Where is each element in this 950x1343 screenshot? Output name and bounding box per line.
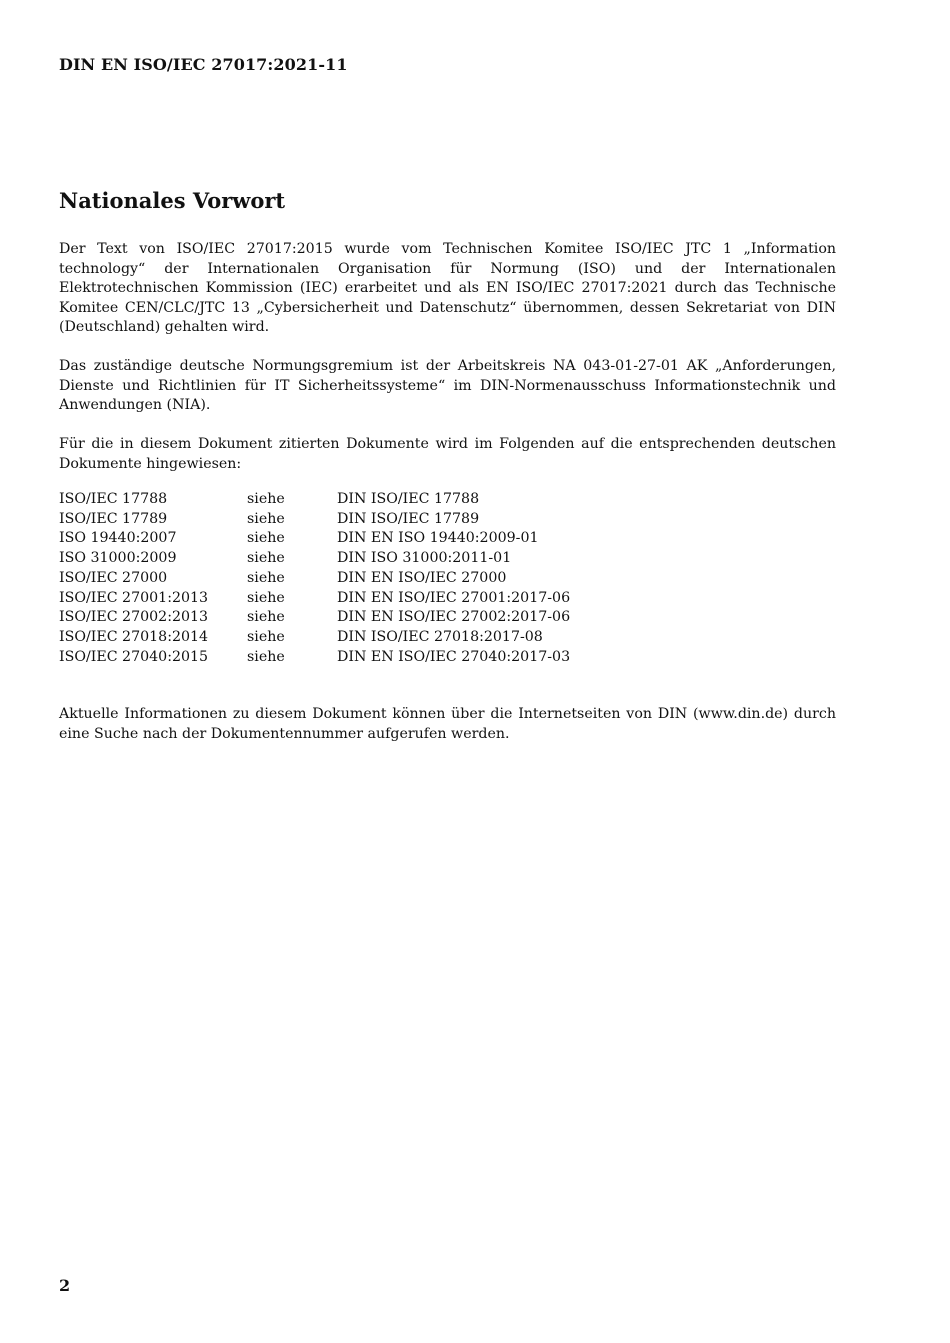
reference-target: DIN ISO/IEC 27018:2017-08 [337,628,543,645]
reference-source: ISO/IEC 17789 [59,510,168,527]
reference-source: ISO 19440:2007 [59,530,177,547]
reference-target: DIN ISO/IEC 17788 [337,491,480,507]
reference-relation: siehe [247,510,285,527]
table-row [59,569,570,589]
reference-source: ISO/IEC 27040:2015 [59,648,209,665]
table-row [59,608,570,628]
reference-relation: siehe [247,550,285,567]
table-row [59,490,570,510]
reference-target: DIN EN ISO/IEC 27002:2017-06 [337,609,571,626]
table-row [59,510,570,530]
reference-source: ISO/IEC 27000 [59,569,168,586]
table-row [59,589,570,609]
reference-relation: siehe [247,589,285,606]
paragraph-further-info: Aktuelle Informationen zu diesem Dokument können über die Internetseiten von DIN (www.din.de) durch eine Suche nach der Dokumentennummer aufgerufen werden. [59,706,836,742]
paragraph-origin: Der Text von ISO/IEC 27017:2015 wurde vom Technischen Komitee ISO/IEC JTC 1 „Information technology“ der Internationalen Organisation für Normung (ISO) und der Internationalen Elektrotechnischen Kommission (IEC) erarbeitet und als EN ISO/IEC 27017:2021 durch das Technische Komitee CEN/CLC/JTC 13 „Cybersicherheit und Datenschutz“ übernommen, dessen Sekretariat von DIN (Deutschland) gehalten wird. [59,241,836,336]
table-row [59,549,570,569]
reference-relation: siehe [247,530,285,547]
paragraph-references-intro: Für die in diesem Dokument zitierten Dokumente wird im Folgenden auf die entsprechenden deutschen Dokumente hingewiesen: [59,436,836,472]
reference-source: ISO/IEC 27018:2014 [59,628,209,645]
section-title: Nationales Vorwort [59,188,286,213]
reference-source: ISO 31000:2009 [59,550,177,567]
reference-source: ISO/IEC 27002:2013 [59,609,209,626]
table-row [59,648,570,668]
reference-target: DIN EN ISO/IEC 27001:2017-06 [337,589,571,606]
page-number: 2 [59,1276,71,1295]
reference-relation: siehe [247,491,285,507]
reference-relation: siehe [247,648,285,665]
table-row [59,529,570,549]
reference-source: ISO/IEC 27001:2013 [59,589,209,606]
paragraph-committee: Das zuständige deutsche Normungsgremium ist der Arbeitskreis NA 043-01-27-01 AK „Anforderungen, Dienste und Richtlinien für IT Sicherheitssysteme“ im DIN-Normenausschuss Informationstechnik und Anwendungen (NIA). [59,358,836,414]
reference-source: ISO/IEC 17788 [59,491,168,507]
reference-target: DIN EN ISO/IEC 27000 [337,569,507,586]
reference-target: DIN EN ISO 19440:2009-01 [337,530,539,547]
reference-relation: siehe [247,609,285,626]
reference-table [59,490,570,667]
reference-relation: siehe [247,628,285,645]
reference-relation: siehe [247,569,285,586]
reference-target: DIN ISO 31000:2011-01 [337,550,512,567]
table-row [59,628,570,648]
reference-target: DIN ISO/IEC 17789 [337,510,480,527]
reference-target: DIN EN ISO/IEC 27040:2017-03 [337,648,571,665]
document-id-header: DIN EN ISO/IEC 27017:2021-11 [59,55,348,74]
